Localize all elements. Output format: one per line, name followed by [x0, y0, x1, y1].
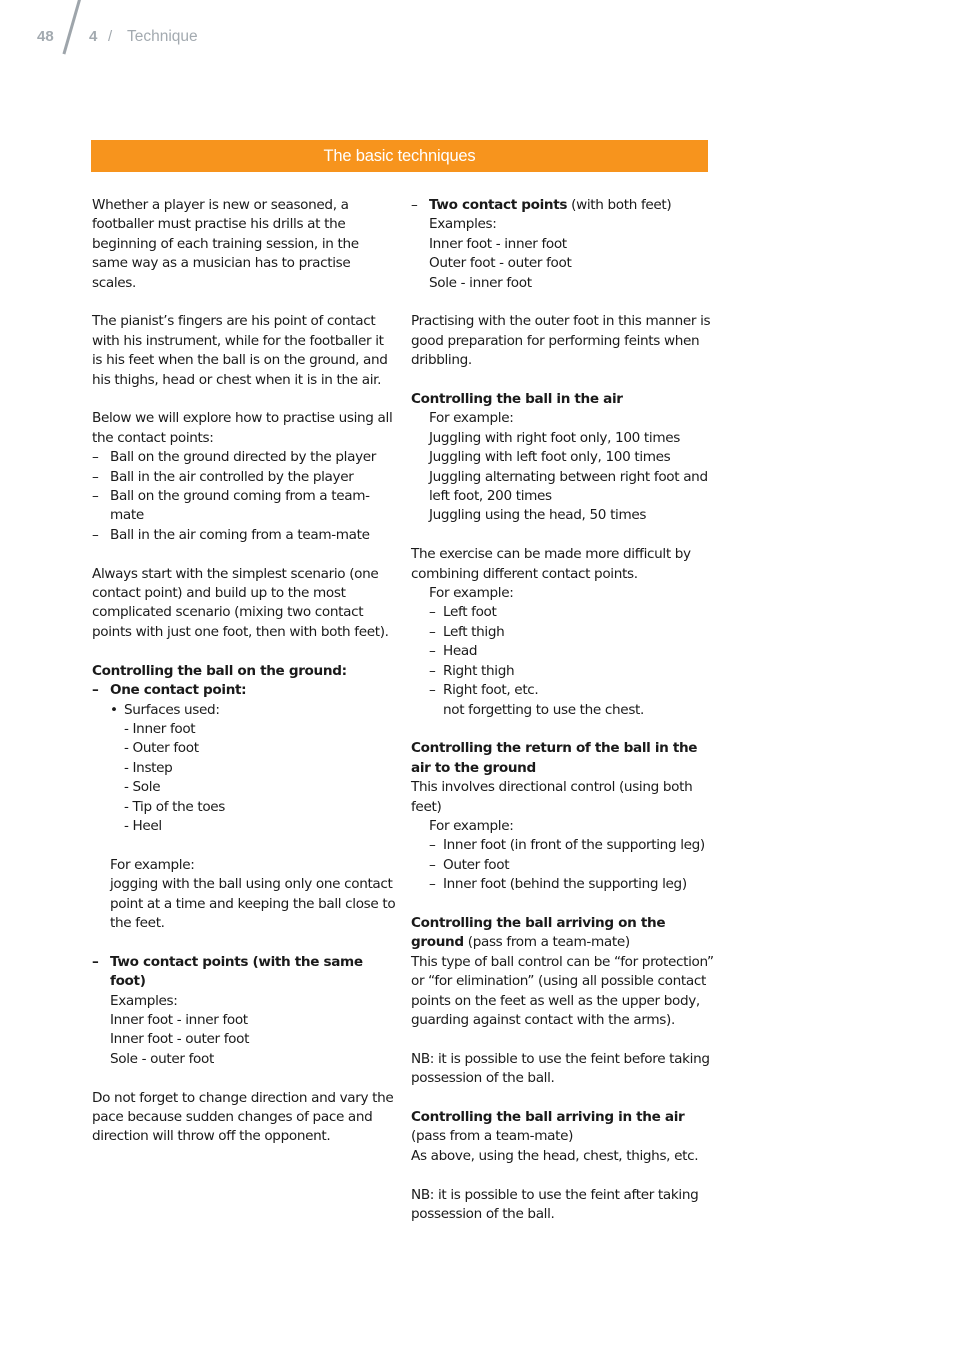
- list-item: Sole - outer foot: [110, 1050, 214, 1067]
- list-item: Juggling with right foot only, 100 times: [429, 429, 680, 446]
- two-both-feet-label: [411, 196, 716, 215]
- simplest-scenario-paragraph: Always start with the simplest scenario (one contact point) and build up to the most complicated scenario (mixing two contact points with just one foot, then with both feet).: [92, 565, 389, 640]
- surfaces-label: • Surfaces used:: [92, 701, 397, 720]
- list-item: – Ball on the ground coming from a team-mate: [92, 487, 397, 526]
- surfaces-list: [92, 720, 397, 836]
- running-header: [0, 0, 400, 60]
- list-item: Outer foot - outer foot: [429, 255, 572, 272]
- page-number: 48: [37, 28, 54, 45]
- return-text: This involves directional control (using both feet): [411, 779, 693, 815]
- list-item: - Heel: [124, 817, 162, 834]
- list-item: Juggling alternating between right foot and left foot, 200 times: [429, 468, 708, 505]
- ground-heading: Controlling the ball on the ground:: [92, 662, 347, 679]
- nb-before-note: NB: it is possible to use the feint before taking possession of the ball.: [411, 1050, 710, 1087]
- list-item: – Ball on the ground directed by the player: [92, 448, 397, 467]
- list-item: Inner foot - outer foot: [110, 1031, 250, 1048]
- list-item: Inner foot - inner foot: [429, 235, 567, 252]
- for-example-label: For example:: [110, 856, 195, 873]
- arriving-air-text: As above, using the head, chest, thighs, etc.: [411, 1147, 699, 1164]
- outer-foot-paragraph: Practising with the outer foot in this manner is good preparation for performing feints when dribbling.: [411, 313, 711, 369]
- list-item: Juggling with left foot only, 100 times: [429, 449, 671, 466]
- chapter-number: 4: [89, 28, 98, 45]
- intro-paragraph: Whether a player is new or seasoned, a footballer must practise his drills at the beginning of each training session, in the same way as a musician has to practise scales.: [92, 197, 359, 291]
- examples-label: Examples:: [429, 216, 497, 233]
- list-item: - Tip of the toes: [124, 798, 226, 815]
- list-item: – Outer foot: [411, 856, 716, 875]
- list-item: - Inner foot: [124, 720, 196, 737]
- list-item: - Sole: [124, 779, 161, 796]
- air-heading: Controlling the ball in the air: [411, 391, 623, 408]
- arriving-ground-text: This type of ball control can be “for protection” or “for elimination” (using all possible contact points on the feet as well as the upper body, guarding against contact with the arms).: [411, 953, 714, 1028]
- list-item: – Right thigh: [411, 662, 716, 681]
- list-item: – Right foot, etc.: [411, 681, 716, 700]
- section-banner: [91, 140, 708, 172]
- direction-paragraph: Do not forget to change direction and vary the pace because sudden changes of pace and direction will throw off the opponent.: [92, 1089, 394, 1145]
- chapter-separator: /: [108, 28, 113, 45]
- arriving-air-sub: (pass from a team-mate): [411, 1128, 574, 1145]
- nb-after-note: NB: it is possible to use the feint after taking possession of the ball.: [411, 1186, 699, 1222]
- arriving-ground-heading: Controlling the ball arriving on the ground: [411, 914, 666, 951]
- examples-label: Examples:: [110, 992, 178, 1009]
- contact-points-intro: Below we will explore how to practise using all the contact points:: [92, 410, 393, 446]
- jogging-example: jogging with the ball using only one contact point at a time and keeping the ball close to the feet.: [110, 876, 396, 931]
- list-item: – Ball in the air controlled by the player: [92, 468, 397, 487]
- one-contact-label: – One contact point:: [92, 681, 397, 700]
- list-item: – Inner foot (in front of the supporting leg): [411, 836, 716, 855]
- right-column: [411, 196, 716, 1224]
- list-item: Sole - inner foot: [429, 274, 532, 291]
- list-item: - Outer foot: [124, 740, 199, 757]
- list-item: – Inner foot (behind the supporting leg): [411, 875, 716, 894]
- header-divider-slash: [62, 0, 81, 54]
- section-title: The basic techniques: [323, 146, 476, 165]
- arriving-ground-heading-line: [411, 914, 716, 953]
- for-example-label: For example:: [429, 817, 514, 834]
- list-item: Inner foot - inner foot: [110, 1011, 248, 1028]
- list-item: – Ball in the air coming from a team-mate: [92, 526, 397, 545]
- list-item: – Head: [411, 642, 716, 661]
- chapter-title: Technique: [127, 28, 198, 45]
- two-same-foot-label: – Two contact points (with the same foot): [92, 953, 397, 992]
- return-heading: Controlling the return of the ball in the air to the ground: [411, 740, 698, 776]
- for-example-label: For example:: [429, 410, 514, 427]
- list-item: – Left thigh: [411, 623, 716, 642]
- contact-points-list: [92, 448, 397, 545]
- chest-note: not forgetting to use the chest.: [443, 701, 644, 718]
- arriving-air-heading: Controlling the ball arriving in the air: [411, 1108, 685, 1125]
- pianist-paragraph: The pianist’s fingers are his point of contact with his instrument, while for the footballer it is his feet when the ball is on the ground, and his thighs, head or chest when it is in the air.: [92, 313, 388, 388]
- left-column: [92, 196, 397, 1147]
- two-both-feet-bold: Two contact points: [429, 197, 568, 213]
- arriving-ground-suffix: (pass from a team-mate): [463, 934, 630, 951]
- list-item: - Instep: [124, 759, 173, 776]
- exercise-paragraph: The exercise can be made more difficult by combining different contact points.: [411, 546, 691, 582]
- list-item: Juggling using the head, 50 times: [429, 507, 647, 524]
- list-item: – Left foot: [411, 603, 716, 622]
- two-both-feet-suffix: (with both feet): [567, 197, 672, 213]
- for-example-label: For example:: [429, 585, 514, 602]
